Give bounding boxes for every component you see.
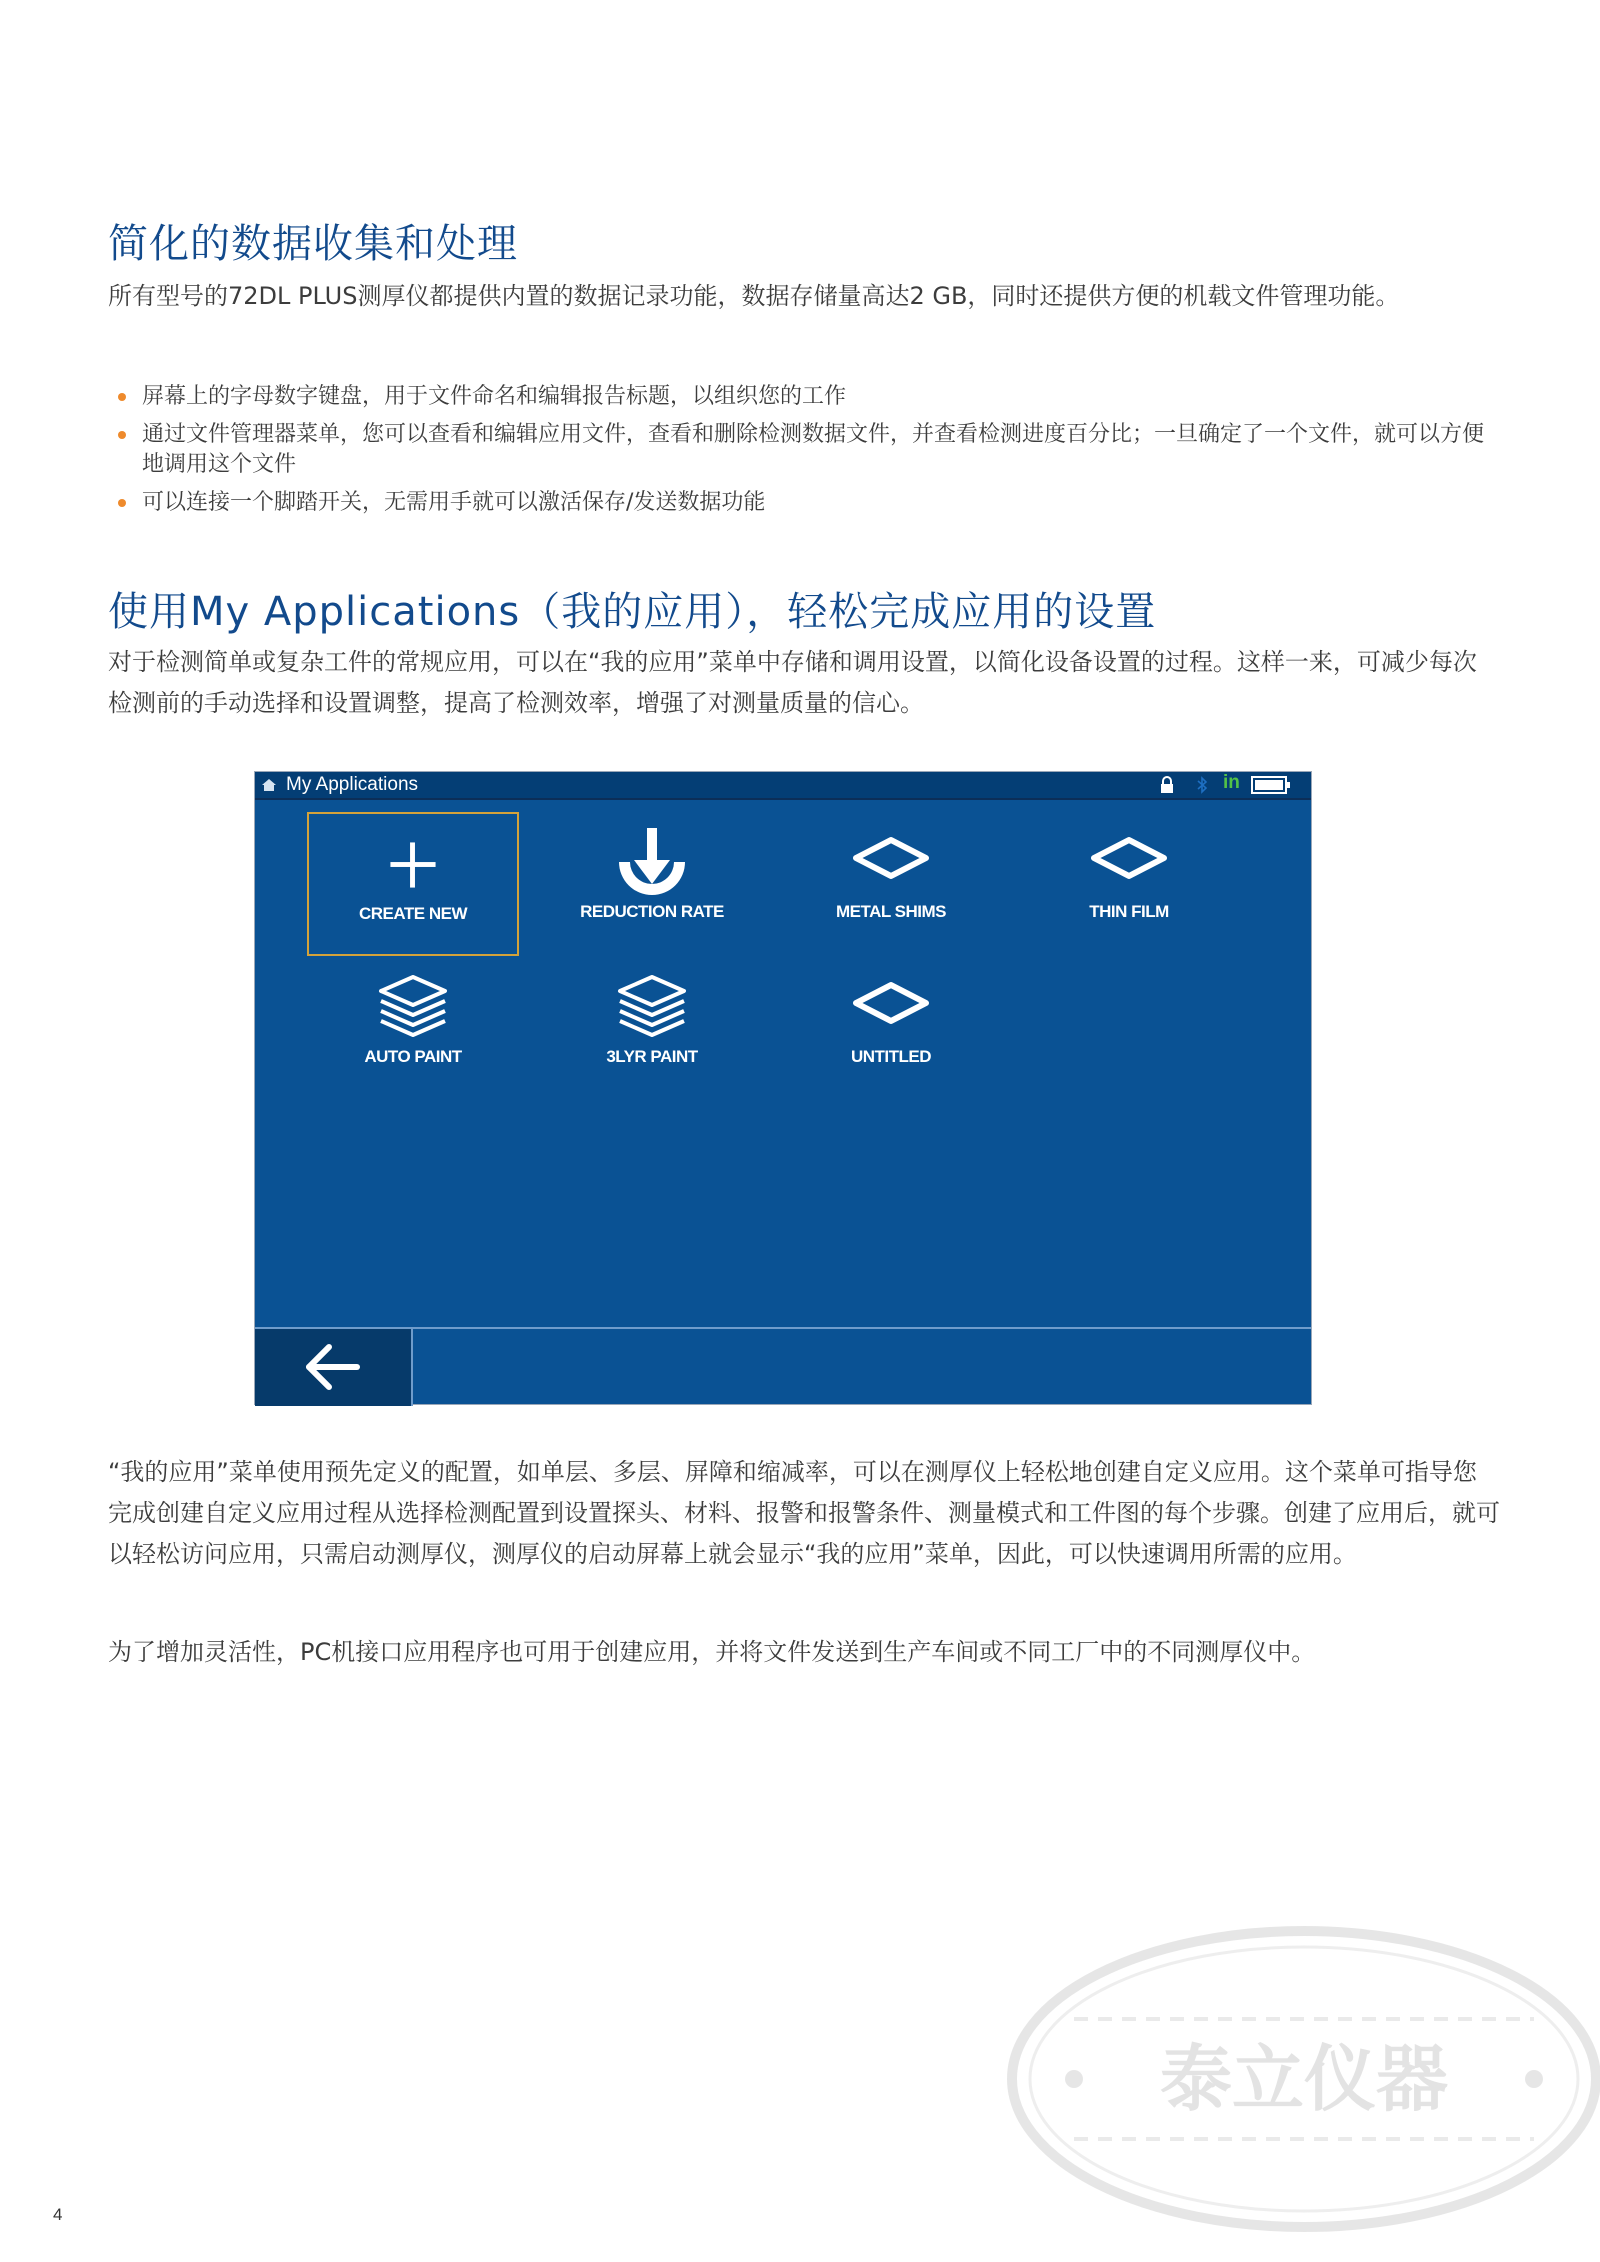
watermark-logo bbox=[1004, 1924, 1600, 2234]
app-tile-auto-paint[interactable] bbox=[307, 957, 519, 1101]
multi-layer-icon bbox=[307, 971, 519, 1045]
arrow-left-icon bbox=[305, 1343, 361, 1391]
single-layer-icon bbox=[785, 971, 997, 1045]
app-tile-label: METAL SHIMS bbox=[835, 902, 947, 921]
bullet-item: 可以连接一个脚踏开关，无需用手就可以激活保存/发送数据功能 bbox=[108, 488, 1488, 518]
app-tile-reduction-rate[interactable] bbox=[546, 812, 758, 956]
lock-icon bbox=[1160, 776, 1174, 794]
app-tile-label: 3LYR PAINT bbox=[606, 1047, 698, 1066]
status-bar bbox=[255, 772, 1311, 800]
back-button[interactable] bbox=[255, 1329, 413, 1406]
screen-bottom-bar bbox=[255, 1327, 1311, 1406]
app-tile-label: THIN FILM bbox=[1089, 902, 1169, 921]
section-heading-data-collection: 简化的数据收集和处理 bbox=[108, 221, 518, 267]
bullet-dot-icon bbox=[118, 393, 126, 401]
page-number: 4 bbox=[53, 2205, 63, 2224]
section-intro-data-collection: 所有型号的72DL PLUS测厚仪都提供内置的数据记录功能，数据存储量高达2 GB，同时还提供方便的机载文件管理功能。 bbox=[108, 282, 1400, 310]
app-tile-label: REDUCTION RATE bbox=[580, 902, 724, 921]
plus-icon bbox=[309, 828, 517, 902]
device-screen bbox=[254, 771, 1312, 1405]
app-tile-3lyr-paint[interactable] bbox=[546, 957, 758, 1101]
multi-layer-icon bbox=[546, 971, 758, 1045]
feature-bullet-list bbox=[108, 382, 1488, 526]
bluetooth-icon bbox=[1196, 776, 1208, 794]
section-heading-my-applications: 使用My Applications（我的应用），轻松完成应用的设置 bbox=[108, 589, 1157, 635]
single-layer-icon bbox=[1023, 826, 1235, 900]
pc-interface-note: 为了增加灵活性，PC机接口应用程序也可用于创建应用，并将文件发送到生产车间或不同工厂中的不同测厚仪中。 bbox=[108, 1638, 1316, 1666]
screen-title: My Applications bbox=[286, 774, 419, 795]
app-tile-label: AUTO PAINT bbox=[364, 1047, 462, 1066]
bullet-dot-icon bbox=[118, 499, 126, 507]
bullet-dot-icon bbox=[118, 431, 126, 439]
home-icon[interactable] bbox=[261, 778, 277, 792]
app-tile-untitled[interactable] bbox=[785, 957, 997, 1101]
bullet-item: 通过文件管理器菜单，您可以查看和编辑应用文件，查看和删除检测数据文件，并查看检测进度百分比；一旦确定了一个文件，就可以方便地调用这个文件 bbox=[108, 420, 1488, 480]
app-tile-create-new[interactable] bbox=[307, 812, 519, 956]
app-tile-metal-shims[interactable] bbox=[785, 812, 997, 956]
battery-icon bbox=[1251, 776, 1291, 794]
section-intro-my-applications: 对于检测简单或复杂工件的常规应用，可以在“我的应用”菜单中存储和调用设置，以简化设备设置的过程。这样一来，可减少每次检测前的手动选择和设置调整，提高了检测效率，增强了对测量质量的信心。 bbox=[108, 648, 1477, 717]
reduction-rate-icon bbox=[546, 826, 758, 900]
input-status-badge: in bbox=[1223, 772, 1240, 793]
watermark-text: 泰立仪器 bbox=[1159, 2037, 1449, 2121]
app-tile-label: UNTITLED bbox=[850, 1047, 932, 1066]
app-tile-label: CREATE NEW bbox=[358, 904, 467, 923]
bullet-item: 屏幕上的字母数字键盘，用于文件命名和编辑报告标题，以组织您的工作 bbox=[108, 382, 1488, 412]
app-tile-thin-film[interactable] bbox=[1023, 812, 1235, 956]
single-layer-icon bbox=[785, 826, 997, 900]
my-applications-description: “我的应用”菜单使用预先定义的配置，如单层、多层、屏障和缩减率，可以在测厚仪上轻松地创建自定义应用。这个菜单可指导您完成创建自定义应用过程从选择检测配置到设置探头、材料、报警和报警条件、测量模式和工件图的每个步骤。创建了应用后，就可以轻松访问应用，只需启动测厚仪，测厚仪的启动屏幕上就会显示“我的应用”菜单，因此，可以快速调用所需的应用。 bbox=[108, 1458, 1500, 1568]
